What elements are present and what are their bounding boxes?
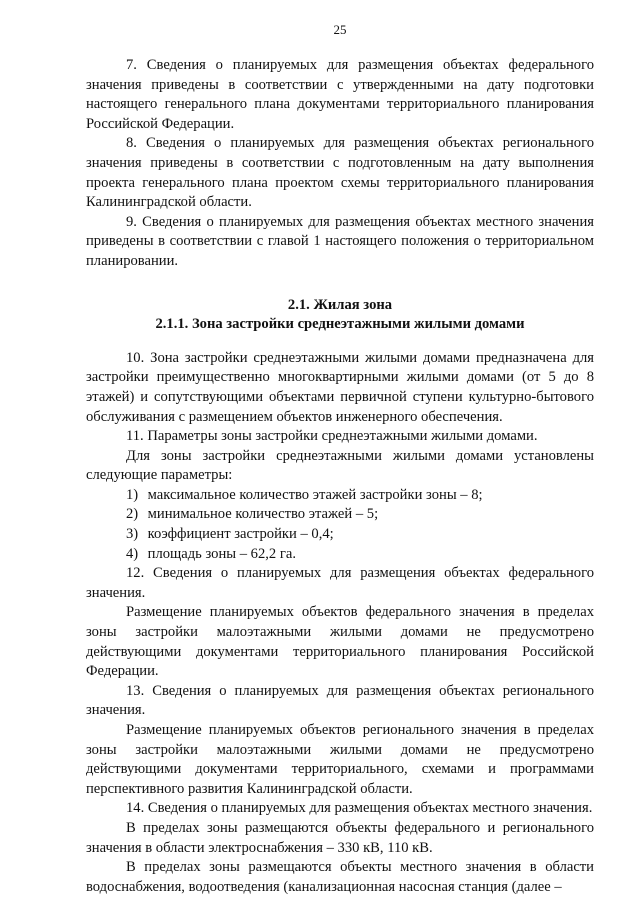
list-item: 4) площадь зоны – 62,2 га. — [126, 545, 296, 562]
list-item: 2) минимальное количество этажей – 5; — [126, 506, 379, 523]
subsection-heading: 2.1.1. Зона застройки среднеэтажными жилыми домами — [155, 316, 525, 333]
parameters-list — [86, 486, 594, 564]
paragraph-14-body-1: В пределах зоны размещаются объекты федерального и регионального значения в области электроснабжения – 330 кВ, 110 кВ. — [86, 819, 594, 856]
list-item: 3) коэффициент застройки – 0,4; — [126, 526, 334, 543]
paragraph-11: 11. Параметры зоны застройки среднеэтажными жилыми домами. — [126, 428, 538, 445]
list-item: 1) максимальное количество этажей застройки зоны – 8; — [126, 486, 483, 503]
paragraph-14: 14. Сведения о планируемых для размещения объектах местного значения. — [126, 800, 593, 817]
paragraph-13: 13. Сведения о планируемых для размещения объектах регионального значения. — [86, 682, 594, 719]
paragraph-9: 9. Сведения о планируемых для размещения объектах местного значения приведены в соответствии с главой 1 настоящего положения о территориальном планировании. — [86, 213, 594, 269]
paragraph-10: 10. Зона застройки среднеэтажными жилыми домами предназначена для застройки преимущественно многоквартирными жилыми домами (от 5 до 8 этажей) и сопутствующими объектами первичной ступени культурно-бытового обслуживания с размещением объектов инженерного обеспечения. — [86, 349, 594, 425]
paragraph-12-body: Размещение планируемых объектов федерального значения в пределах зоны застройки малоэтажными жилыми домами не предусмотрено действующими документами территориального планирования Российской Федерации. — [86, 604, 594, 680]
page-number: 25 — [333, 22, 347, 37]
parameters-intro: Для зоны застройки среднеэтажными жилыми домами установлены следующие параметры: — [86, 447, 594, 484]
document-page — [86, 22, 594, 897]
paragraph-7: 7. Сведения о планируемых для размещения объектах федерального значения приведены в соответствии с утвержденными на дату подготовки настоящего генерального плана документами территориального планирования Российской Федерации. — [86, 57, 594, 132]
paragraph-13-body: Размещение планируемых объектов регионального значения в пределах зоны застройки малоэтажными жилыми домами не предусмотрено действующими документами территориального, схемами и программами перспективного развития Калининградской области. — [86, 722, 594, 797]
section-heading: 2.1. Жилая зона — [287, 296, 393, 313]
paragraph-8: 8. Сведения о планируемых для размещения объектах регионального значения приведены в соответствии с подготовленным на дату выполнения проекта генерального плана проектом схемы территориального планирования Калининградской области. — [86, 135, 594, 211]
paragraph-12: 12. Сведения о планируемых для размещения объектах федерального значения. — [86, 565, 594, 601]
paragraph-14-body-2: В пределах зоны размещаются объекты местного значения в области водоснабжения, водоотведения (канализационная насосная станция (далее – — [86, 859, 594, 895]
